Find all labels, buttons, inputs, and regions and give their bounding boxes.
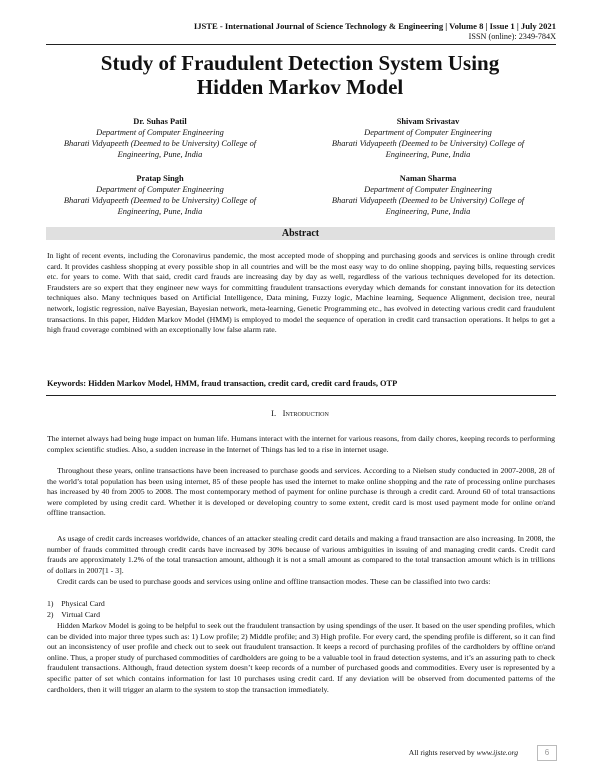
author-name: Pratap Singh — [136, 174, 184, 183]
header-rule — [46, 44, 556, 45]
author-block — [35, 173, 285, 217]
author-dept: Department of Computer Engineering — [96, 185, 224, 194]
keywords-rule — [46, 395, 556, 396]
author-inst: Bharati Vidyapeeth (Deemed to be University) College of — [331, 196, 525, 205]
author-inst: Bharati Vidyapeeth (Deemed to be University) College of — [331, 139, 525, 148]
section-number: I. — [271, 408, 277, 418]
author-dept: Department of Computer Engineering — [364, 185, 492, 194]
list-item-text: Physical Card — [61, 599, 105, 608]
author-block — [303, 116, 553, 160]
intro-paragraph-5: Hidden Markov Model is going to be helpful to seek out the fraudulent transaction by using spendings of the user. It based on the user spending profiles, which can be divided into major three types such as: 1) Low profile; 2) Middle profile; and 3) High profile. For every card, the spending profile is different, so it can find out an inconsistency of user profile and check out to seek out fraudulent transaction. It keeps a record of purchasing profiles of the cardholders by offline or/and online. Thus, a proper study of purchased commodities of cardholders are going to be a valuable tool in fraud detection systems, and it’s an assuring path to check fraudulent transactions. Although, fraud detection system doesn’t keep records of a number of purchased goods and commodities. Every user is represented by a specific patter of set which contains information for last 10 purchases using credit card. If any deviation will be observed from documented patterns of the cardholders, then it will trigger an alarm to the system to stop the transaction immediately. — [47, 621, 555, 694]
author-dept: Department of Computer Engineering — [96, 128, 224, 137]
footer-rights — [300, 748, 518, 757]
abstract-heading: Abstract — [46, 227, 555, 240]
author-dept: Department of Computer Engineering — [364, 128, 492, 137]
author-block — [303, 173, 553, 217]
footer-rights-text: All rights reserved by — [408, 748, 475, 757]
page-number: 6 — [537, 745, 557, 761]
section-heading — [0, 408, 600, 418]
list-item-text: Virtual Card — [61, 610, 101, 619]
author-inst-location: Engineering, Pune, India — [117, 150, 203, 159]
author-name: Naman Sharma — [399, 174, 457, 183]
issn-label: ISSN (online): 2349-784X — [468, 32, 556, 41]
author-name: Shivam Srivastav — [396, 117, 460, 126]
author-name: Dr. Suhas Patil — [133, 117, 187, 126]
footer-site-link[interactable]: www.ijste.org — [476, 748, 518, 757]
intro-paragraph-4: Credit cards can be used to purchase goods and services using online and offline transaction modes. These can be classified into two cards: — [57, 577, 491, 586]
intro-paragraph-3: As usage of credit cards increases worldwide, chances of an attacker stealing credit card details and making a fraud transaction are also increasing. In 2008, the number of frauds committed through credit cards have increased by 30% because of various ambiguities in issuing of and managing credit cards. Credit card frauds are approximately 1.2% of the total transaction amount, although it is not a small amount as compared to the total transaction amount which is in trillions of dollars in 2007[1 - 3]. — [47, 534, 555, 575]
list-item-number: 2) — [47, 610, 54, 619]
intro-paragraph-1: The internet always had being huge impact on human life. Humans interact with the internet for various reasons, from daily chores, keeping records to performing complex scientific studies. Also, a sudden increase in the Internet of Things has led to a rise in internet usage. — [47, 434, 555, 454]
intro-paragraph-2: Throughout these years, online transactions have been increased to purchase goods and services. According to a Nielsen study conducted in 2007-2008, 28 of the world’s total population has been using internet, 85 of these people has used the internet to make online shopping and the rate of processing online purchases has increased by 40 from 2005 to 2008. The most contemporary method of payment for online purchase is through a credit card. Around 60 of total transactions were completed by using credit card. Whether it is developed or developing country to some extent, credit card is most used payment mode for online or/and offline transaction. — [47, 466, 555, 518]
section-title: Introduction — [282, 408, 329, 418]
author-inst-location: Engineering, Pune, India — [117, 207, 203, 216]
list-item-number: 1) — [47, 599, 54, 608]
title-line-1: Study of Fraudulent Detection System Using — [100, 51, 500, 75]
title-line-2: Hidden Markov Model — [196, 75, 404, 99]
author-inst-location: Engineering, Pune, India — [385, 150, 471, 159]
author-inst: Bharati Vidyapeeth (Deemed to be University) College of — [63, 196, 257, 205]
author-inst: Bharati Vidyapeeth (Deemed to be University) College of — [63, 139, 257, 148]
paper-title — [40, 51, 560, 99]
author-inst-location: Engineering, Pune, India — [385, 207, 471, 216]
journal-header: IJSTE - International Journal of Science Technology & Engineering | Volume 8 | Issue 1 | July 2021 — [193, 21, 556, 31]
keywords: Keywords: Hidden Markov Model, HMM, fraud transaction, credit card, credit card frauds, OTP — [47, 379, 398, 388]
list-item — [47, 599, 105, 610]
list-item — [47, 610, 100, 621]
abstract-text: In light of recent events, including the Coronavirus pandemic, the most accepted mode of shopping and purchasing goods and services is online through credit card. It provides cashless shopping at every possible shop in all countries and will be the most easy way to do online shopping, paying bills, requesting services etc. for years to come. With that said, credit card frauds are increasing day by day as well, regardless of the various techniques developed for its detection. Fraudsters are so expert that they engineer new ways for committing fraudulent transactions everyday which demands for constant innovation for its detection techniques also. Many techniques based on Artificial Intelligence, Data mining, Fuzzy logic, Machine learning, Sequence Alignment, decision tree, neural network, logistic regression, naïve Bayesian, Bayesian network, meta-learning, Genetic Programming etc., has evolved in detecting various credit card fraudulent transactions. In this paper, Hidden Markov Model (HMM) is employed to model the sequence of operation in credit card transaction operations. It helps to get a high fraud coverage combined with an exceptionally low false alarm rate. — [47, 251, 555, 335]
author-block — [35, 116, 285, 160]
